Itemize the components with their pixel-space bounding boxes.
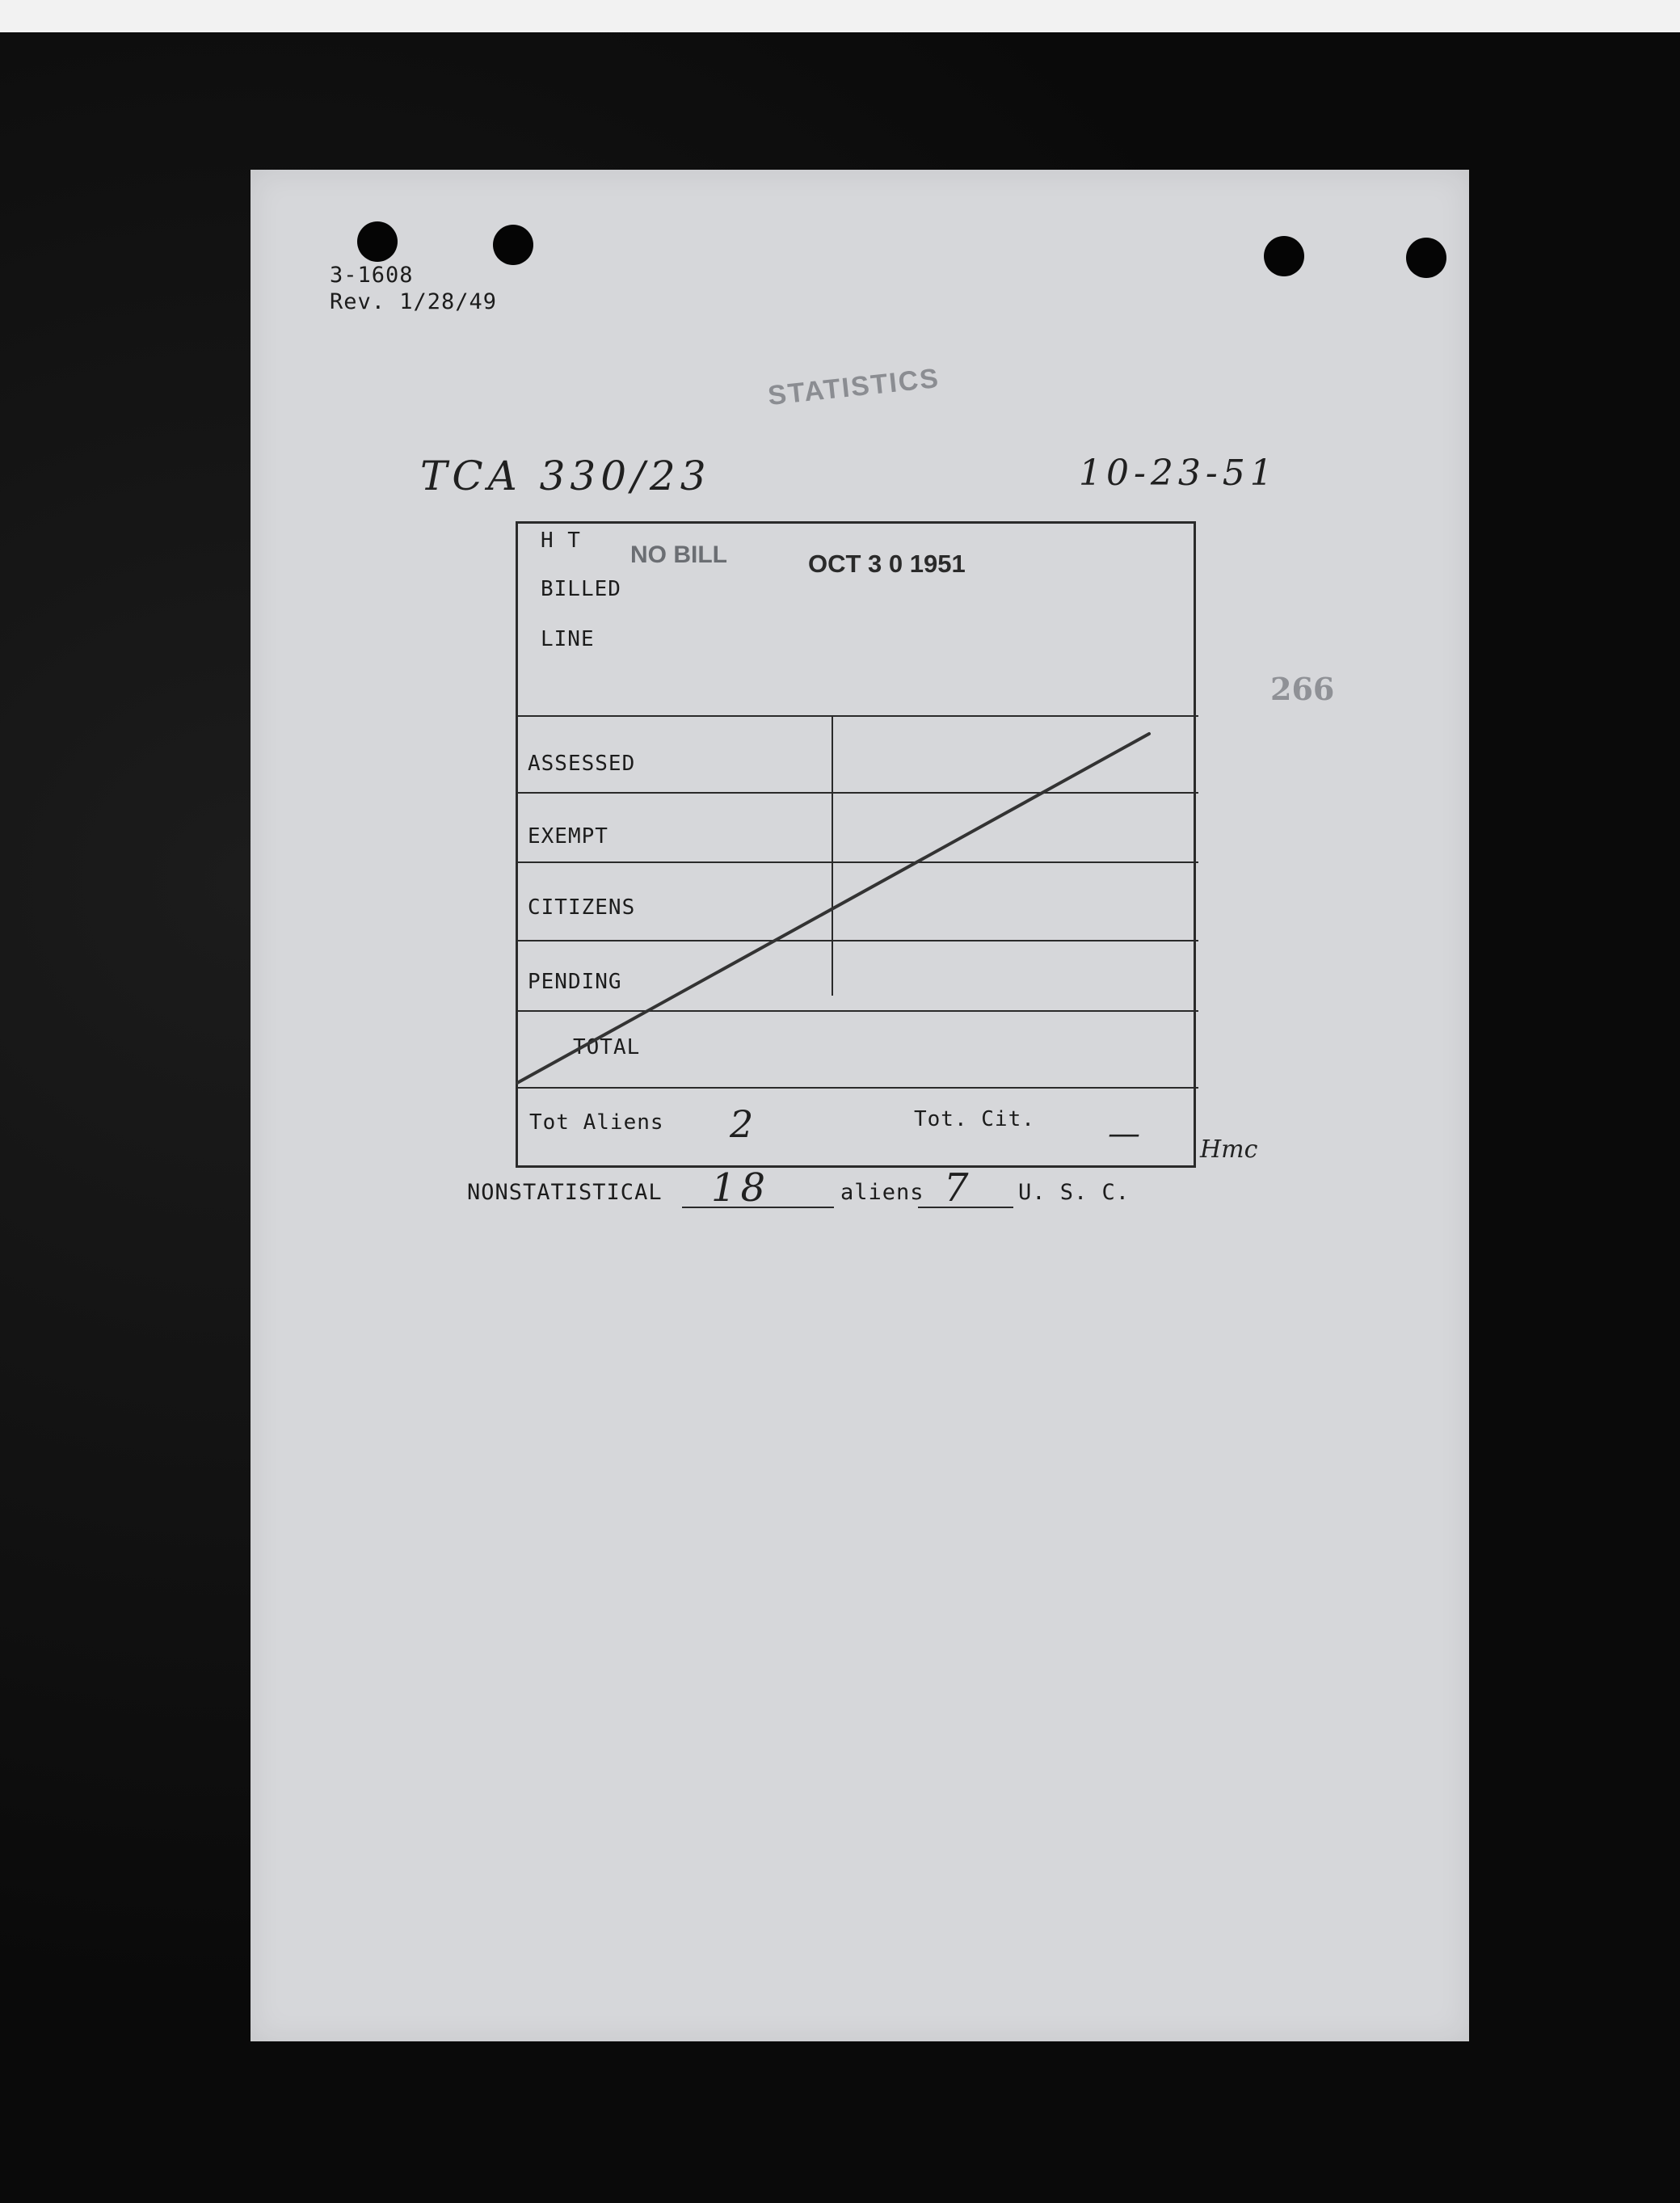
tot-aliens-value: 2 [730, 1102, 759, 1146]
row-label-pending: PENDING [528, 970, 622, 994]
header-line-ht: H T [541, 529, 581, 553]
header-line-line: LINE [541, 627, 595, 651]
nonstat-usc-value: 7 [944, 1165, 974, 1211]
statistics-stamp: STATISTICS [766, 362, 941, 412]
no-bill-stamp: NO BILL [630, 541, 727, 568]
row-label-total: TOTAL [573, 1035, 641, 1059]
tot-aliens-label: Tot Aliens [529, 1110, 664, 1135]
aliens-label: aliens [840, 1180, 924, 1205]
handwritten-case-ref: TCA 330/23 [420, 453, 711, 499]
row-label-citizens: CITIZENS [528, 895, 636, 920]
header-line-billed: BILLED [541, 577, 621, 601]
document-page [251, 170, 1469, 2041]
usc-label: U. S. C. [1018, 1180, 1131, 1205]
tot-cit-label: Tot. Cit. [914, 1107, 1035, 1131]
handwritten-date: 10-23-51 [1079, 453, 1278, 494]
tot-cit-value: — [1108, 1115, 1145, 1152]
page-number-stamp: 266 [1270, 671, 1335, 707]
row-label-assessed: ASSESSED [528, 752, 636, 776]
handwritten-initials: Hmc [1200, 1135, 1258, 1164]
nonstatistical-label: NONSTATISTICAL [467, 1180, 663, 1205]
nonstat-aliens-value: 18 [711, 1165, 771, 1211]
form-revision: Rev. 1/28/49 [330, 289, 498, 314]
form-number: 3-1608 [330, 263, 414, 288]
date-stamp: OCT 3 0 1951 [808, 550, 966, 578]
scan-top-strip [0, 0, 1680, 32]
diagonal-strike-line [251, 170, 1469, 2041]
row-label-exempt: EXEMPT [528, 824, 608, 849]
